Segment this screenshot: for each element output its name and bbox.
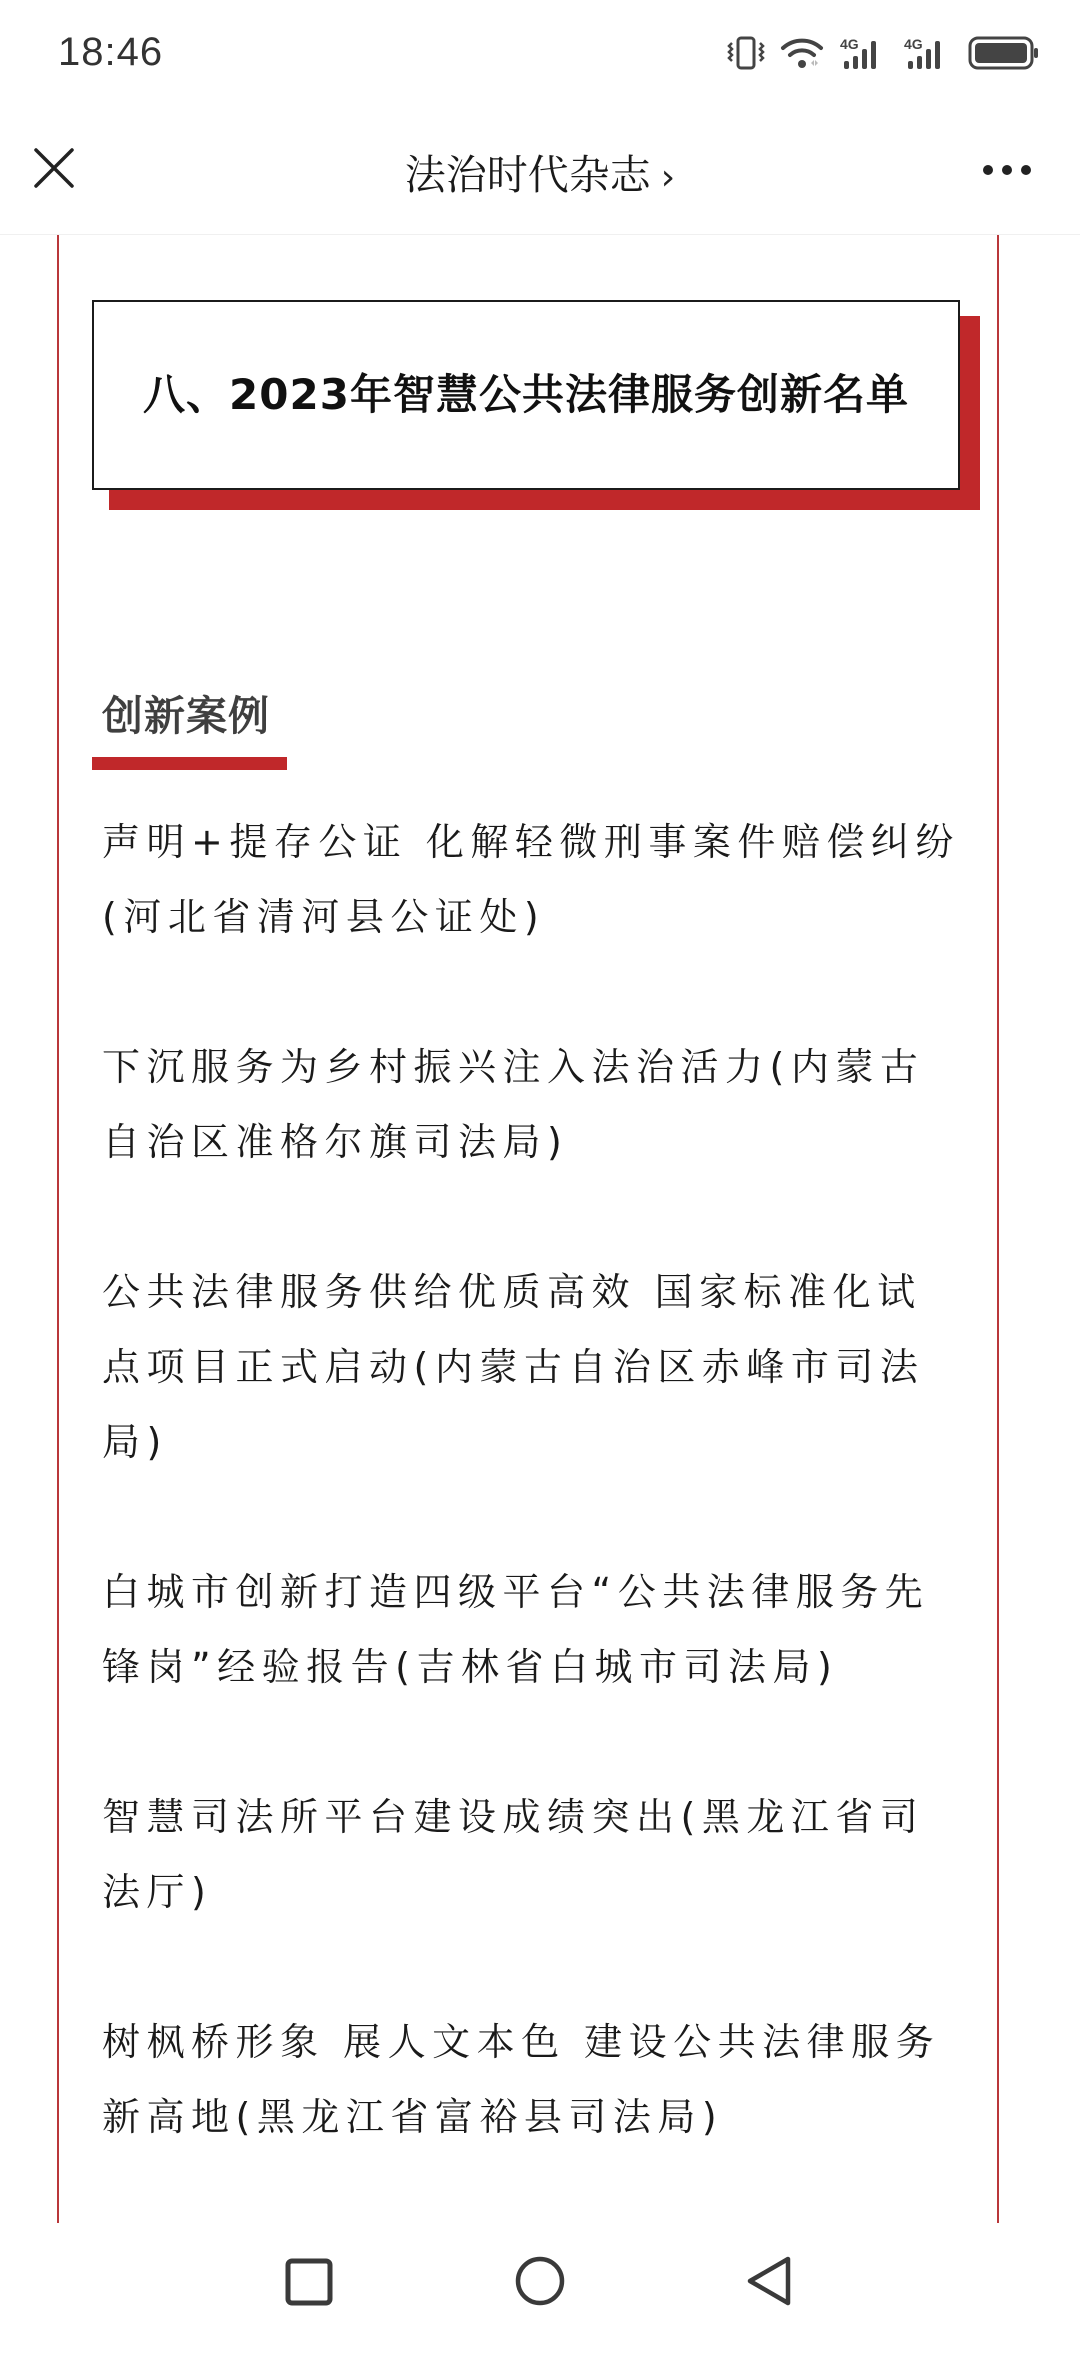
section-title: 八、2023年智慧公共法律服务创新名单: [143, 370, 909, 419]
case-item: 智慧司法所平台建设成绩突出(黑龙江省司法厅): [102, 1795, 925, 1914]
back-icon: [744, 2255, 794, 2307]
case-item: 白城市创新打造四级平台“公共法律服务先锋岗”经验报告(吉林省白城市司法局): [102, 1570, 930, 1689]
status-icons: [726, 33, 1040, 73]
chevron-right-icon: ›: [660, 157, 676, 198]
case-item: 公共法律服务供给优质高效 国家标准化试点项目正式启动(内蒙古自治区赤峰市司法局): [102, 1270, 925, 1464]
vibrate-icon: [726, 35, 766, 71]
subsection-heading: 创新案例: [102, 692, 270, 740]
more-icon: [982, 160, 1032, 180]
status-bar: [0, 0, 1080, 110]
home-button[interactable]: [514, 2255, 566, 2311]
signal-4g-icon: [840, 35, 890, 71]
account-title-link[interactable]: [0, 142, 1080, 201]
battery-icon: [968, 35, 1040, 71]
recents-icon: [285, 2258, 333, 2306]
article-content[interactable]: [57, 235, 999, 2223]
case-item: 树枫桥形象 展人文本色 建设公共法律服务新高地(黑龙江省富裕县司法局): [102, 2020, 941, 2139]
system-nav-bar: [0, 2225, 1080, 2340]
case-item: 声明+提存公证 化解轻微刑事案件赔偿纠纷(河北省清河县公证处): [102, 820, 960, 939]
svg-text:4G: 4G: [904, 36, 923, 52]
signal-4g-icon: [904, 35, 954, 71]
title-card: [92, 300, 960, 490]
home-icon: [514, 2255, 566, 2307]
status-time: 18:46: [58, 30, 164, 74]
heading-underline: [92, 757, 287, 770]
more-button[interactable]: [982, 160, 1032, 180]
wifi-icon: [780, 35, 826, 71]
svg-text:4G: 4G: [840, 36, 859, 52]
back-button[interactable]: [744, 2255, 794, 2311]
recents-button[interactable]: [285, 2258, 333, 2310]
case-list: [102, 805, 962, 2380]
account-name: 法治时代杂志: [404, 151, 651, 199]
case-item: 下沉服务为乡村振兴注入法治活力(内蒙古自治区准格尔旗司法局): [102, 1045, 925, 1164]
nav-bar: [0, 110, 1080, 235]
